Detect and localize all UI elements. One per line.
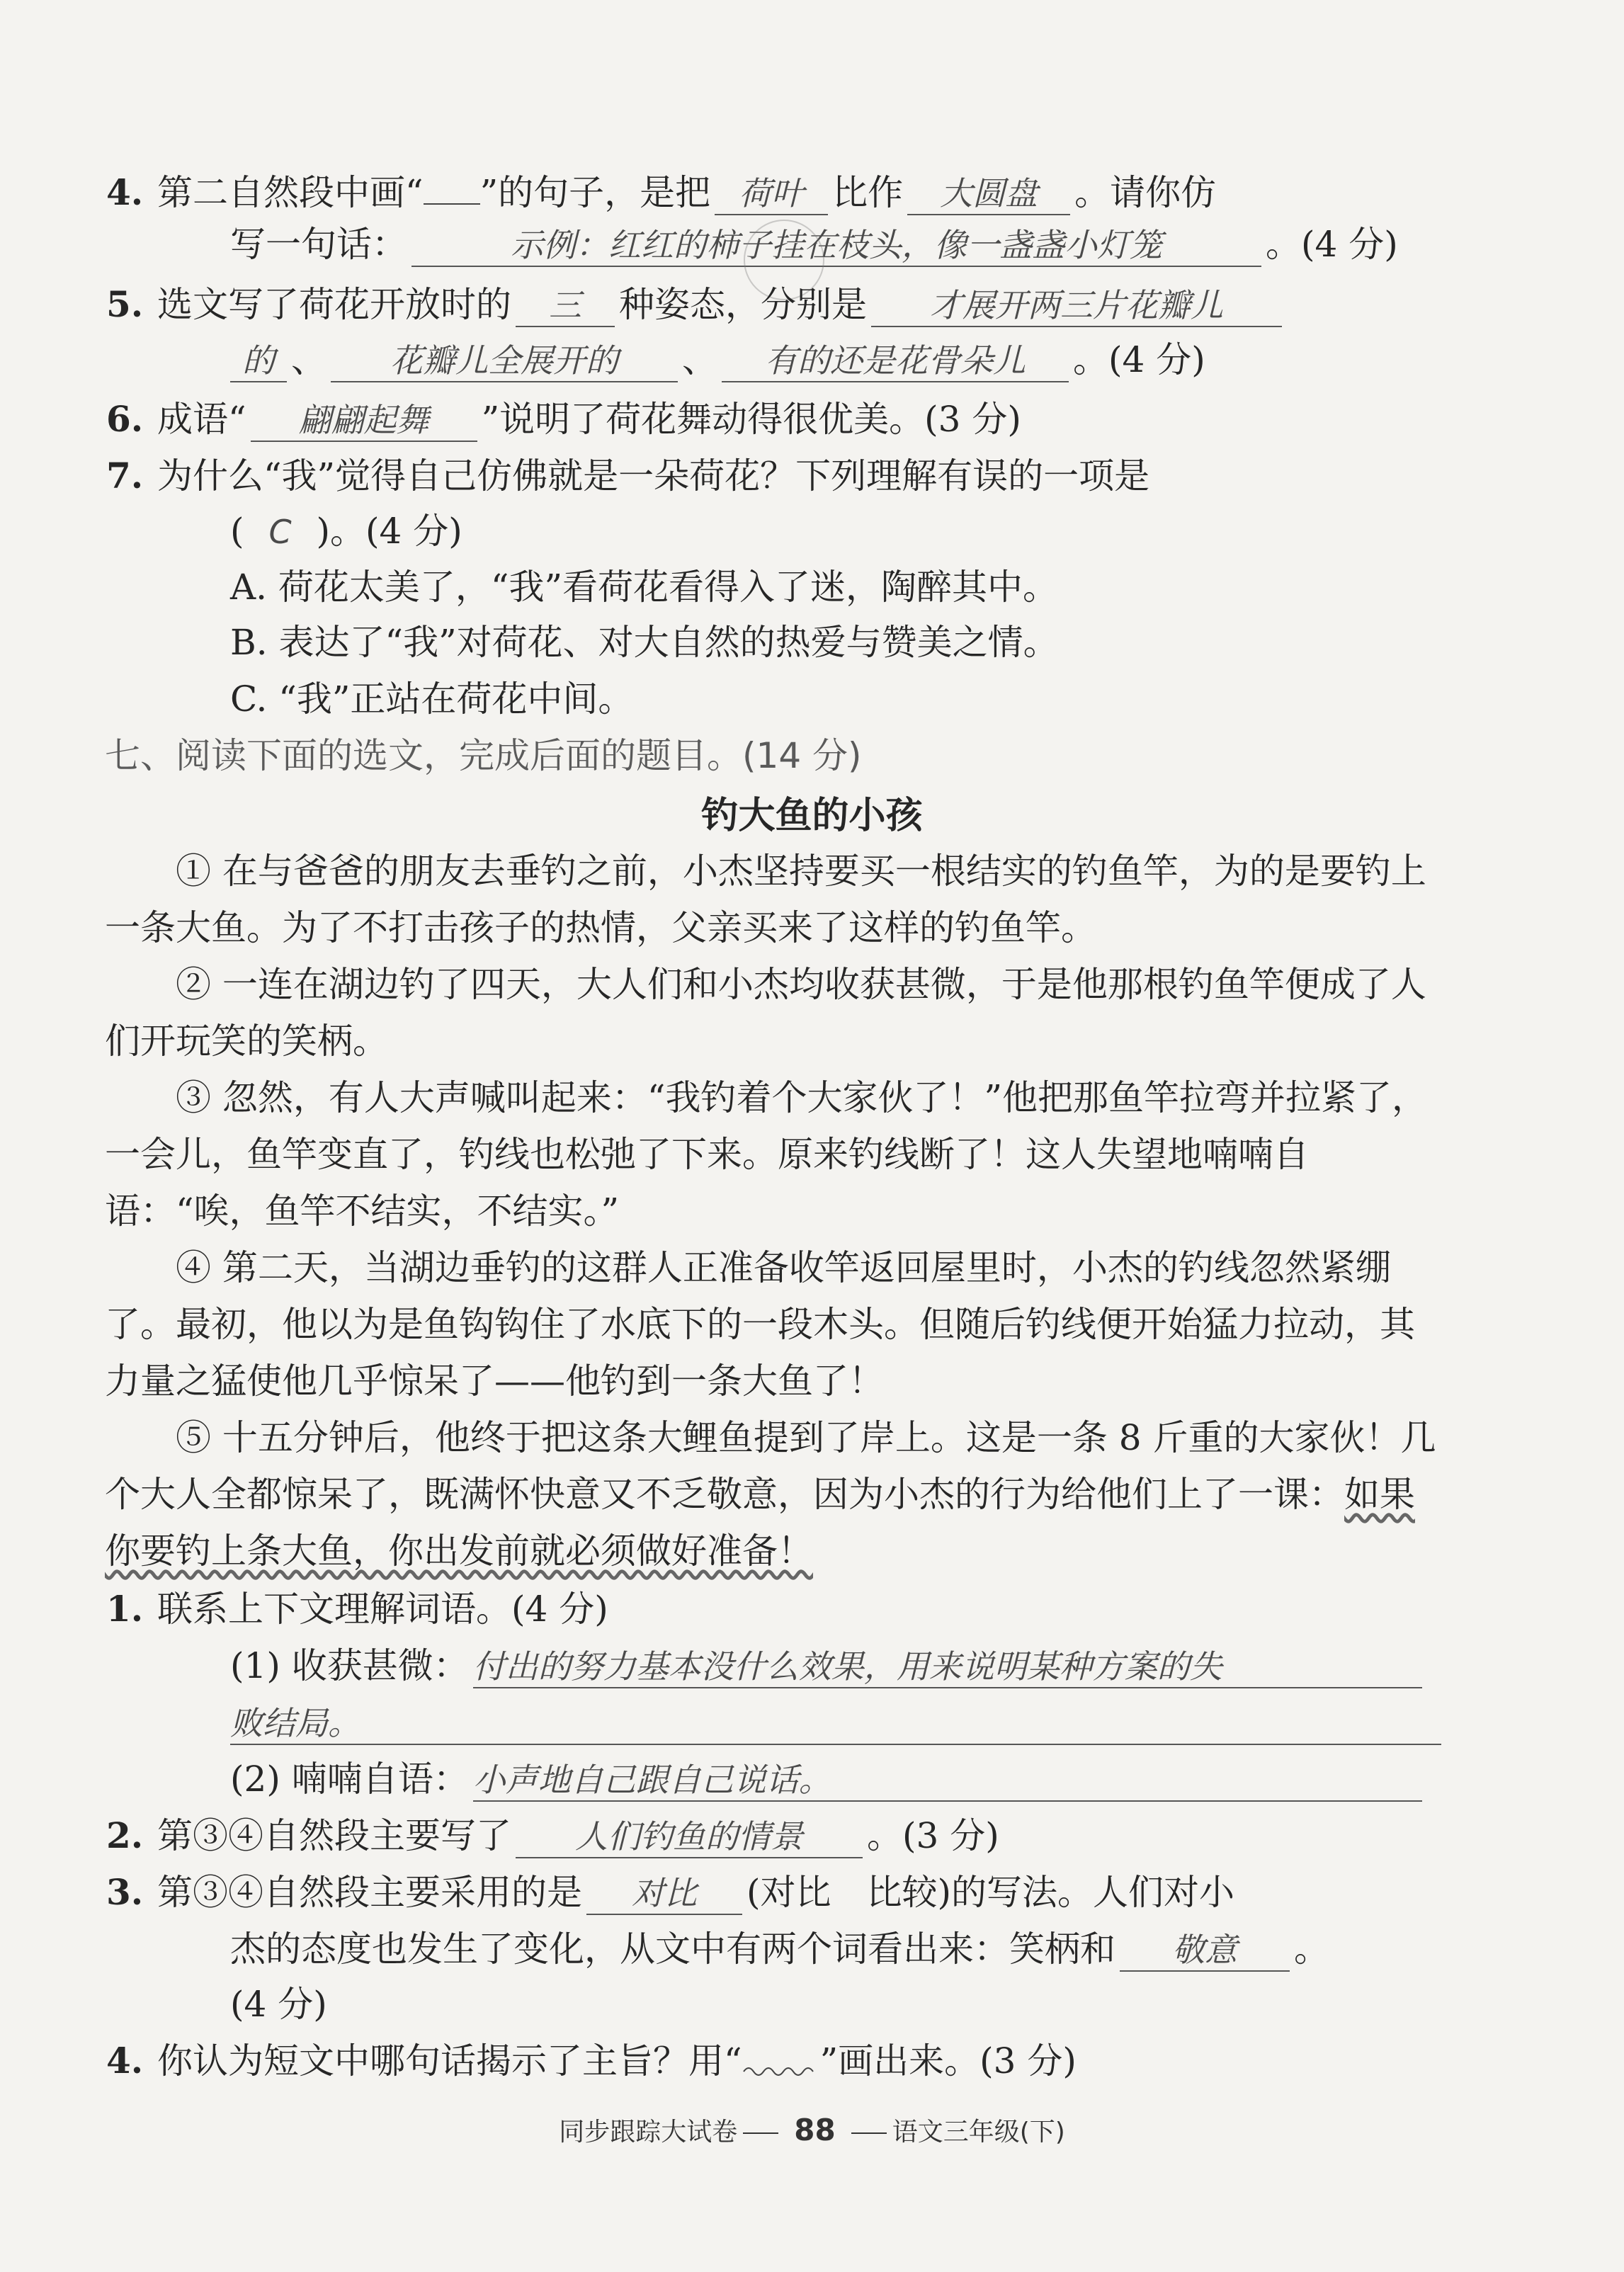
q5-line1 bbox=[106, 282, 1286, 327]
page-footer bbox=[0, 2112, 1624, 2148]
question-number: 1. bbox=[106, 1588, 144, 1630]
q6-text: 成语“ bbox=[157, 399, 246, 440]
r4-score: ”画出来。(3 分) bbox=[819, 2040, 1077, 2081]
r1-text: 联系上下文理解词语。(4 分) bbox=[157, 1589, 608, 1630]
q5-line2 bbox=[230, 337, 1205, 382]
r1-sub1-cont bbox=[230, 1700, 1446, 1745]
q4-line1 bbox=[106, 166, 1217, 215]
r1-sub2 bbox=[230, 1756, 1426, 1802]
q7-option-b: B. 表达了“我”对荷花、对大自然的热爱与赞美之情。 bbox=[230, 622, 1059, 663]
q7-text: ( bbox=[230, 511, 244, 552]
q7-option-a: A. 荷花太美了，“我”看荷花看得入了迷，陶醉其中。 bbox=[230, 567, 1059, 608]
q6-text: ”说明了荷花舞动得很优美。(3 分) bbox=[481, 399, 1021, 440]
question-number: 5. bbox=[106, 283, 144, 325]
r3-line3: (4 分) bbox=[230, 1984, 327, 2025]
r1-sub-label: (2) 喃喃自语： bbox=[230, 1759, 469, 1800]
answer-blank[interactable]: 对比 bbox=[586, 1873, 742, 1915]
question-number: 7. bbox=[106, 455, 144, 496]
q4-text: 比作 bbox=[832, 172, 904, 213]
passage-title: 钓大鱼的小孩 bbox=[701, 795, 923, 837]
q4-blank-marker bbox=[424, 166, 480, 205]
r2-line bbox=[106, 1813, 999, 1858]
q5-text: 选文写了荷花开放时的 bbox=[157, 284, 511, 325]
passage-paragraph-2: ② 一连在湖边钓了四天，大人们和小杰均收获甚微，于是他那根钓鱼竿便成了人们开玩笑的笑柄。 bbox=[105, 964, 1426, 1062]
answer-choice[interactable]: C bbox=[268, 513, 292, 551]
answer-blank[interactable]: 示例：红红的柿子挂在枝头，像一盏盏小灯笼 bbox=[411, 225, 1261, 267]
paragraph-text: ⑤ 十五分钟后，他终于把这条大鲤鱼提到了岸上。这是一条 8 斤重的大家伙！几个大人全都惊呆了，既满怀快意又不乏敬意，因为小杰的行为给他们上了一课： bbox=[105, 1417, 1436, 1515]
question-number: 6. bbox=[106, 398, 144, 440]
r1-sub-label: (1) 收获甚微： bbox=[230, 1645, 469, 1686]
passage-paragraph-1: ① 在与爸爸的朋友去垂钓之前，小杰坚持要买一根结实的钓鱼竿，为的是要钓上一条大鱼。为了不打击孩子的热情，父亲买来了这样的钓鱼竿。 bbox=[105, 851, 1426, 948]
wavy-line-icon bbox=[742, 2063, 820, 2077]
question-number: 3. bbox=[106, 1871, 144, 1913]
q4-text: 写一句话： bbox=[230, 224, 407, 265]
dash-divider bbox=[743, 2132, 778, 2134]
q6-line bbox=[106, 397, 1021, 442]
passage-paragraph-4: ④ 第二天，当湖边垂钓的这群人正准备收竿返回屋里时，小杰的钓线忽然紧绷了。最初，他以为是鱼钩钩住了水底下的一段木头。但随后钓线便开始猛力拉动，其力量之猛使他几乎惊呆了——他钓到一条大鱼了！ bbox=[105, 1247, 1415, 1402]
passage-paragraph-3: ③ 忽然，有人大声喊叫起来：“我钓着个大家伙了！”他把那鱼竿拉弯并拉紧了，一会儿，鱼竿变直了，钓线也松弛了下来。原来钓线断了！这人失望地喃喃自语：“唉，鱼竿不结实，不结实。” bbox=[105, 1077, 1428, 1232]
q7-score: )。(4 分) bbox=[316, 511, 462, 552]
q7-line1 bbox=[106, 453, 1150, 499]
answer-blank[interactable]: 敬意 bbox=[1120, 1929, 1290, 1972]
q7-text: 为什么“我”觉得自己仿佛就是一朵荷花？下列理解有误的一项是 bbox=[157, 455, 1150, 496]
book-title: 同步跟踪大试卷 bbox=[559, 2118, 738, 2147]
q4-text: 第二自然段中画“ bbox=[157, 172, 424, 213]
q5-text: 、 bbox=[682, 339, 717, 380]
q4-text: 。请你仿 bbox=[1074, 172, 1217, 213]
answer-blank[interactable]: 荷叶 bbox=[715, 173, 828, 215]
q5-text: 种姿态，分别是 bbox=[619, 284, 867, 325]
answer-blank[interactable]: 小声地自己跟自己说话。 bbox=[473, 1759, 1422, 1802]
answer-blank[interactable]: 有的还是花骨朵儿 bbox=[722, 340, 1069, 382]
q7-line2 bbox=[230, 509, 462, 554]
section-heading: 七、阅读下面的选文，完成后面的题目。(14 分) bbox=[105, 735, 862, 776]
grade-label: 语文三年级(下) bbox=[892, 2118, 1065, 2147]
answer-blank[interactable]: 才展开两三片花瓣儿 bbox=[871, 285, 1282, 327]
answer-blank[interactable]: 翩翩起舞 bbox=[251, 399, 477, 442]
r2-score: 。(3 分) bbox=[867, 1815, 999, 1856]
q7-option-c: C. “我”正站在荷花中间。 bbox=[230, 678, 634, 720]
answer-blank[interactable]: 花瓣儿全展开的 bbox=[331, 340, 678, 382]
r1-line bbox=[106, 1586, 608, 1632]
r4-line bbox=[106, 2038, 1077, 2084]
q5-text: 、 bbox=[291, 339, 326, 380]
question-number: 2. bbox=[106, 1814, 144, 1856]
r3-text: 第③④自然段主要采用的是 bbox=[157, 1872, 582, 1913]
dash-divider bbox=[851, 2132, 887, 2134]
answer-blank[interactable]: 付出的努力基本没什么效果，用来说明某种方案的失 bbox=[473, 1646, 1422, 1688]
r1-sub1 bbox=[230, 1643, 1426, 1688]
answer-blank[interactable]: 三 bbox=[516, 285, 615, 327]
r4-text: 你认为短文中哪句话揭示了主旨？用“ bbox=[157, 2040, 742, 2081]
page-number: 88 bbox=[794, 2113, 836, 2147]
q5-score: 。(4 分) bbox=[1073, 339, 1205, 380]
r3-line1 bbox=[106, 1870, 1235, 1915]
answer-blank[interactable]: 败结局。 bbox=[230, 1703, 1441, 1745]
r3-line2 bbox=[230, 1926, 1329, 1972]
r3-text: 杰的态度也发生了变化，从文中有两个词看出来：笑柄和 bbox=[230, 1929, 1115, 1970]
passage-paragraph-5 bbox=[105, 1409, 1447, 1579]
r3-text: 。 bbox=[1294, 1929, 1329, 1970]
answer-blank[interactable]: 大圆盘 bbox=[907, 173, 1070, 215]
r2-text: 第③④自然段主要写了 bbox=[157, 1815, 511, 1856]
main-idea-sentence: 如果你要钓上条大鱼，你出发前就必须做好准备！ bbox=[105, 1474, 1415, 1572]
r3-text: (对比 比较)的写法。人们对小 bbox=[746, 1872, 1235, 1913]
question-number: 4. bbox=[106, 171, 144, 213]
q4-score: 。(4 分) bbox=[1266, 224, 1398, 265]
answer-blank[interactable]: 人们钓鱼的情景 bbox=[516, 1816, 863, 1858]
question-number: 4. bbox=[106, 2040, 144, 2081]
answer-blank[interactable]: 的 bbox=[230, 340, 287, 382]
q4-text: ”的句子，是把 bbox=[479, 172, 711, 213]
